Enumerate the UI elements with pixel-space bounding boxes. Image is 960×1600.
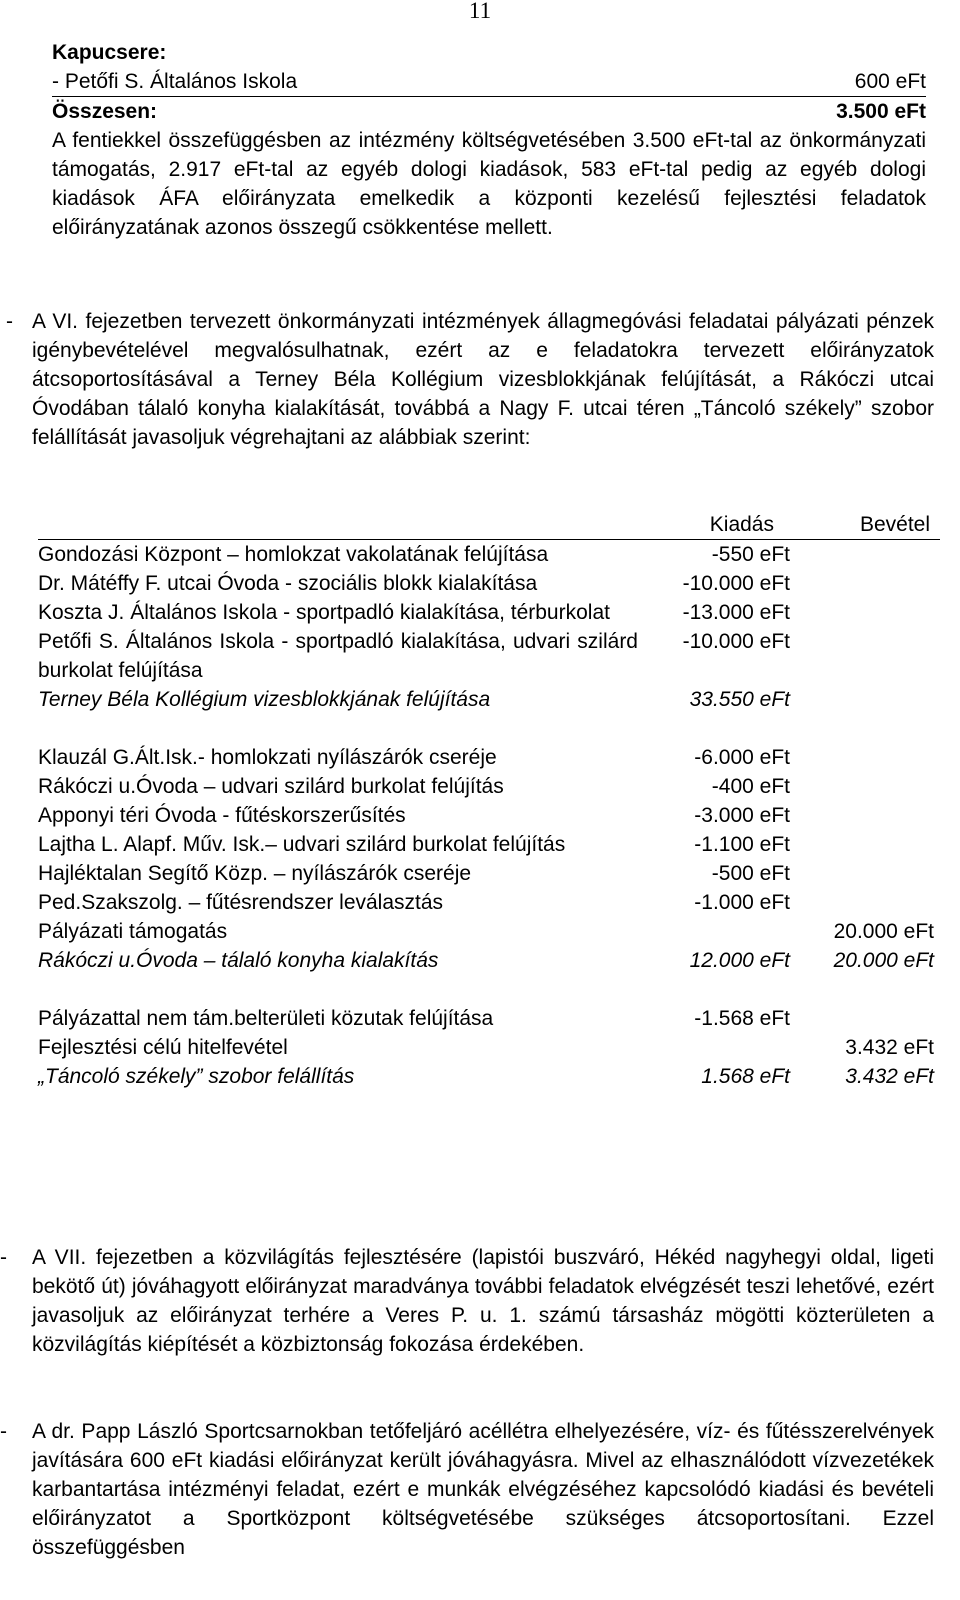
section-vii-dash: -	[0, 1246, 7, 1269]
table-row	[38, 772, 940, 801]
kapucsere-heading: Kapucsere:	[52, 41, 167, 64]
osszesen-row	[52, 97, 926, 126]
table-row	[38, 540, 940, 569]
row-kiadas: -13.000 eFt	[682, 601, 790, 624]
row-bevetel: 3.432 eFt	[845, 1036, 934, 1059]
top-block	[52, 38, 926, 242]
group-spacer	[38, 714, 940, 743]
petofi-label: - Petőfi S. Általános Iskola	[52, 70, 298, 93]
budget-table	[38, 510, 940, 1091]
row-description: „Táncoló székely” szobor felállítás	[38, 1065, 355, 1088]
petofi-row	[52, 67, 926, 97]
table-row	[38, 685, 940, 714]
row-description: Apponyi téri Óvoda - fűtéskorszerűsítés	[38, 804, 406, 827]
row-kiadas: -10.000 eFt	[682, 572, 790, 595]
table-row	[38, 917, 940, 946]
row-kiadas: -1.100 eFt	[694, 833, 790, 856]
table-row	[38, 801, 940, 830]
row-description: Koszta J. Általános Iskola - sportpadló kialakítása, térburkolat	[38, 601, 610, 624]
row-description: Rákóczi u.Óvoda – udvari szilárd burkolat felújítás	[38, 775, 504, 798]
table-header	[38, 510, 940, 540]
row-description: Lajtha L. Alapf. Műv. Isk.– udvari szilárd burkolat felújítás	[38, 833, 566, 856]
intro-paragraph: A fentiekkel összefüggésben az intézmény költségvetésében 3.500 eFt-tal az önkormányzati támogatás, 2.917 eFt-tal az egyéb dologi kiadások, 583 eFt-tal pedig az egyéb dologi kiadások ÁFA előirányzata emelkedik a központi kezelésű fejlesztési feladatok előirányzatának azonos összegű csökkentése mellett.	[52, 129, 926, 239]
group-spacer	[38, 975, 940, 1004]
table-row	[38, 830, 940, 859]
row-bevetel: 3.432 eFt	[845, 1065, 934, 1088]
row-kiadas: -500 eFt	[711, 862, 790, 885]
table-row	[38, 1033, 940, 1062]
section-papp	[0, 1417, 934, 1562]
table-row	[38, 569, 940, 598]
row-kiadas: -400 eFt	[711, 775, 790, 798]
row-description: Pályázati támogatás	[38, 920, 228, 943]
row-description: Rákóczi u.Óvoda – tálaló konyha kialakítás	[38, 949, 439, 972]
row-bevetel: 20.000 eFt	[833, 920, 934, 943]
section-vi-dash: -	[6, 310, 13, 333]
row-kiadas: -1.000 eFt	[694, 891, 790, 914]
row-kiadas: -550 eFt	[711, 543, 790, 566]
table-row	[38, 1004, 940, 1033]
row-description: Fejlesztési célú hitelfevétel	[38, 1036, 288, 1059]
table-row	[38, 888, 940, 917]
row-description: Klauzál G.Ált.Isk.- homlokzati nyílászárók cseréje	[38, 746, 497, 769]
row-description: Gondozási Központ – homlokzat vakolatának felújítása	[38, 543, 549, 566]
header-bevetel: Bevétel	[859, 513, 930, 536]
row-kiadas: -10.000 eFt	[682, 630, 790, 653]
row-kiadas: 12.000 eFt	[689, 949, 790, 972]
section-papp-text: A dr. Papp László Sportcsarnokban tetőfeljáró acéllétra elhelyezésére, víz- és fűtésszerelvények javítására 600 eFt kiadási előirányzat került jóváhagyásra. Mivel az elhasználódott vízvezetékek karbantartása intézményi feladat, ezért e munkák elvégzéséhez kapcsolódó kiadási és bevételi előirányzatot a Sportközpont költségvetésébe szükséges átcsoportosítani. Ezzel összefüggésben	[32, 1420, 934, 1559]
row-kiadas: -6.000 eFt	[694, 746, 790, 769]
table-row	[38, 859, 940, 888]
row-description: Pályázattal nem tám.belterületi közutak felújítása	[38, 1007, 494, 1030]
header-kiadas: Kiadás	[709, 513, 774, 536]
row-description: Terney Béla Kollégium vizesblokkjának felújítása	[38, 688, 491, 711]
table-row	[38, 743, 940, 772]
row-kiadas: 33.550 eFt	[689, 688, 790, 711]
section-vi	[0, 307, 934, 452]
page-number: 11	[468, 0, 492, 23]
section-vi-text: A VI. fejezetben tervezett önkormányzati intézmények állagmegóvási feladatai pályázati pénzek igénybevételével megvalósulhatnak, ezért az e feladatokra tervezett előirányzatok átcsoportosításával a Terney Béla Kollégium vizesblokkjának felújítását, a Rákóczi utcai Óvodában tálaló konyha kialakítását, továbbá a Nagy F. utcai téren „Táncoló székely” szobor felállítását javasoljuk végrehajtani az alábbiak szerint:	[32, 310, 934, 449]
row-bevetel: 20.000 eFt	[833, 949, 934, 972]
row-kiadas: -1.568 eFt	[694, 1007, 790, 1030]
section-vii-text: A VII. fejezetben a közvilágítás fejlesztésére (lapistói buszváró, Hékéd nagyhegyi oldal, ligeti bekötő út) jóváhagyott előirányzat maradványa további feladatok elvégzését teszi lehetővé, ezért javasoljuk az előirányzat terhére a Veres P. u. 1. számú társasház mögötti közterületen a közvilágítás kiépítését a közbiztonság fokozása érdekében.	[32, 1246, 934, 1356]
table-row	[38, 598, 940, 627]
row-kiadas: -3.000 eFt	[694, 804, 790, 827]
osszesen-amount: 3.500 eFt	[836, 100, 926, 123]
table-body	[38, 540, 940, 1091]
row-description: Petőfi S. Általános Iskola - sportpadló kialakítása, udvari szilárd burkolat felújítása	[38, 630, 638, 682]
row-description: Ped.Szakszolg. – fűtésrendszer leválasztás	[38, 891, 444, 914]
row-description: Hajléktalan Segítő Közp. – nyílászárók cseréje	[38, 862, 472, 885]
section-vii	[0, 1243, 934, 1359]
petofi-amount: 600 eFt	[854, 70, 926, 93]
table-row	[38, 627, 940, 685]
table-row	[38, 1062, 940, 1091]
row-kiadas: 1.568 eFt	[701, 1065, 790, 1088]
table-row	[38, 946, 940, 975]
row-description: Dr. Mátéffy F. utcai Óvoda - szociális blokk kialakítása	[38, 572, 538, 595]
section-papp-dash: -	[0, 1420, 7, 1443]
osszesen-label: Összesen:	[52, 100, 158, 123]
